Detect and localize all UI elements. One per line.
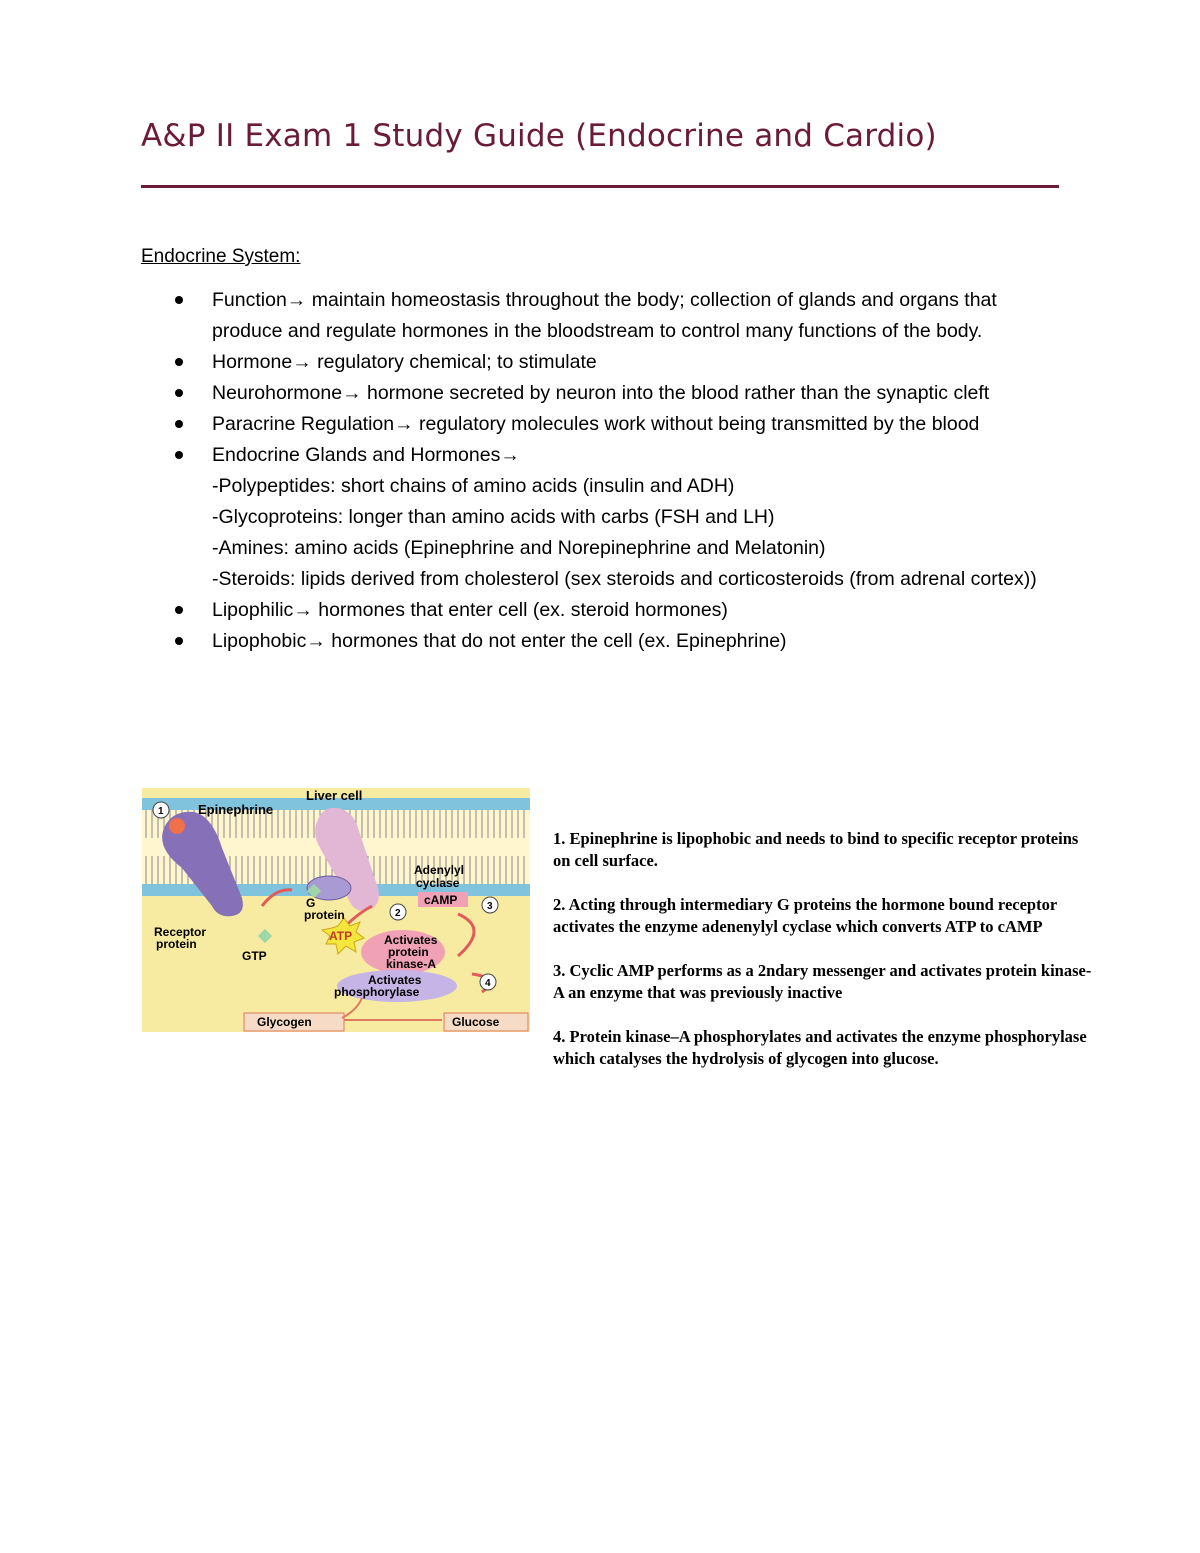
- arrow-icon: →: [394, 413, 414, 435]
- label-receptor-protein: protein: [156, 937, 197, 951]
- bullet-text: hormones that do not enter the cell (ex. Epinephrine): [325, 630, 787, 652]
- step-number: 4: [485, 978, 491, 989]
- arrow-icon: →: [293, 599, 313, 621]
- bullet-term: Neurohormone: [212, 382, 343, 404]
- bullet-term: Function: [212, 289, 287, 311]
- bullet-lipophilic: [171, 595, 1061, 626]
- label-cyclase: cyclase: [416, 876, 460, 890]
- epinephrine-molecule: [169, 818, 185, 834]
- label-activates: Activates: [368, 973, 422, 987]
- arrow-icon: →: [286, 289, 307, 311]
- bullet-lipophobic: [171, 626, 1061, 657]
- bullet-term: Endocrine Glands and Hormones: [212, 444, 501, 466]
- label-gtp: GTP: [242, 949, 267, 963]
- step-3: 3. Cyclic AMP performs as a 2ndary messenger and activates protein kinase-A an enzyme that was previously inactive: [553, 961, 1092, 1002]
- bullet-hormone: [171, 347, 1061, 378]
- label-liver-cell: Liver cell: [306, 788, 363, 803]
- bullet-function: [171, 285, 1061, 347]
- step-number: 3: [487, 901, 493, 912]
- label-atp: ATP: [329, 929, 353, 943]
- bullet-term: Hormone: [212, 351, 293, 373]
- arrow-icon: →: [342, 382, 362, 404]
- bullet-term: Lipophilic: [212, 599, 294, 621]
- bullet-list: [171, 285, 1061, 657]
- bullet-text: hormones that enter cell (ex. steroid hormones): [312, 599, 728, 621]
- bullet-term: Paracrine Regulation: [212, 413, 395, 435]
- label-kinase-a: kinase-A: [386, 957, 437, 971]
- subline-amines: -Amines: amino acids (Epinephrine and Norepinephrine and Melatonin): [212, 537, 826, 559]
- arrow-icon: →: [500, 444, 520, 466]
- bullet-neurohormone: [171, 378, 1061, 409]
- label-receptor: Receptor: [154, 925, 207, 939]
- section-heading: Endocrine System:: [141, 246, 301, 267]
- arrow-icon: →: [306, 630, 326, 652]
- bullet-paracrine: [171, 409, 1061, 440]
- bullet-text: maintain homeostasis throughout the body; collection of glands and organs that produce and regulate hormones in the bloodstream to control many functions of the body.: [212, 289, 997, 342]
- label-activates: Activates: [384, 933, 438, 947]
- step-number: 2: [395, 908, 401, 919]
- subline-polypeptides: -Polypeptides: short chains of amino acids (insulin and ADH): [212, 475, 735, 497]
- label-g: G: [306, 896, 316, 910]
- bullet-text: hormone secreted by neuron into the blood rather than the synaptic cleft: [361, 382, 990, 404]
- step-number: 1: [158, 806, 164, 817]
- step-4: 4. Protein kinase–A phosphorylates and activates the enzyme phosphorylase which catalyses the hydrolysis of glycogen into glucose.: [553, 1027, 1087, 1068]
- subline-glycoproteins: -Glycoproteins: longer than amino acids with carbs (FSH and LH): [212, 506, 775, 528]
- bullet-text: regulatory chemical; to stimulate: [311, 351, 597, 373]
- bullet-endocrine-glands: [171, 440, 1061, 595]
- bullet-text: regulatory molecules work without being transmitted by the blood: [413, 413, 980, 435]
- step-1: 1. Epinephrine is lipophobic and needs to bind to specific receptor proteins on cell surface.: [553, 829, 1079, 870]
- label-glycogen: Glycogen: [257, 1015, 312, 1029]
- label-epinephrine: Epinephrine: [198, 802, 274, 817]
- subline-steroids: -Steroids: lipids derived from cholesterol (sex steroids and corticosteroids (from adrenal cortex)): [212, 568, 1037, 590]
- label-camp: cAMP: [424, 893, 458, 907]
- page-title: A&P II Exam 1 Study Guide (Endocrine and Cardio): [141, 118, 937, 154]
- arrow-icon: →: [292, 351, 312, 373]
- label-g-protein: protein: [304, 908, 345, 922]
- bullet-term: Lipophobic: [212, 630, 307, 652]
- title-divider: [141, 185, 1059, 188]
- label-phosphorylase: phosphorylase: [334, 985, 420, 999]
- camp-pathway-diagram: [142, 788, 530, 1032]
- label-adenylyl: Adenylyl: [414, 863, 465, 877]
- label-glucose: Glucose: [452, 1015, 500, 1029]
- step-2: 2. Acting through intermediary G proteins the hormone bound receptor activates the enzyme adenenylyl cyclase which converts ATP to cAMP: [553, 895, 1057, 936]
- label-protein: protein: [388, 945, 429, 959]
- steps-explanation: [553, 828, 1098, 1092]
